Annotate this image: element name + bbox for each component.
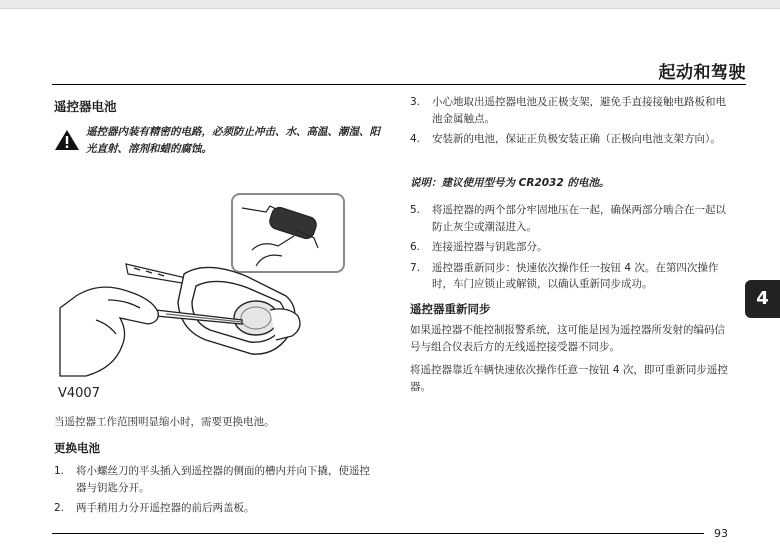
chapter-title: 起动和驾驶 <box>658 63 746 83</box>
list-item: 6. 连接遥控器与钥匙部分。 <box>410 241 548 253</box>
right-steps-list-b <box>410 202 732 297</box>
sub-title-resync: 遥控器重新同步 <box>410 302 491 316</box>
list-item: 7. 遥控器重新同步：快速依次操作任一按钮 4 次。在第四次操作时，车门应锁止或解锁，以确认重新同步成功。 <box>410 261 719 290</box>
left-steps-list <box>54 463 372 521</box>
resync-paragraph-2: 将遥控器靠近车辆快速依次操作任意一按钮 4 次，即可重新同步遥控器。 <box>410 364 728 393</box>
warning-text: 遥控器内装有精密的电路，必须防止冲击、水、高温、潮湿、阳光直射、溶剂和蜡的腐蚀。 <box>86 126 380 155</box>
resync-paragraph-1: 如果遥控器不能控制报警系统，这可能是因为遥控器所发射的编码信号与组合仪表后方的无线遥控接受器不同步。 <box>410 324 725 353</box>
chapter-tab: 4 <box>745 280 780 318</box>
warning-triangle-icon <box>54 129 80 151</box>
list-item: 5. 将遥控器的两个部分牢固地压在一起，确保两部分啮合在一起以防止灰尘或潮湿进入。 <box>410 204 726 233</box>
page-number: 93 <box>714 527 728 540</box>
list-item: 3. 小心地取出遥控器电池及正极支架，避免手直接接触电路板和电池金属触点。 <box>410 96 726 125</box>
battery-note: 说明：建议使用型号为 CR2032 的电池。 <box>410 177 610 189</box>
top-bar <box>0 0 780 9</box>
section-title-remote-battery: 遥控器电池 <box>54 99 117 114</box>
intro-text: 当遥控器工作范围明显缩小时，需要更换电池。 <box>54 416 275 428</box>
remote-battery-illustration <box>56 190 356 404</box>
bottom-rule <box>52 533 704 534</box>
list-item: 4. 安装新的电池，保证正负极安装正确（正极向电池支架方向）。 <box>410 133 721 145</box>
figure-label: V4007 <box>58 386 100 401</box>
list-item: 1. 将小螺丝刀的平头插入到遥控器的侧面的槽内并向下撬，使遥控器与钥匙分开。 <box>54 465 370 494</box>
title-rule <box>52 84 746 85</box>
sub-title-replace-battery: 更换电池 <box>54 441 100 455</box>
right-steps-list-a <box>410 94 732 152</box>
list-item: 2. 两手稍用力分开遥控器的前后两盖板。 <box>54 502 255 514</box>
